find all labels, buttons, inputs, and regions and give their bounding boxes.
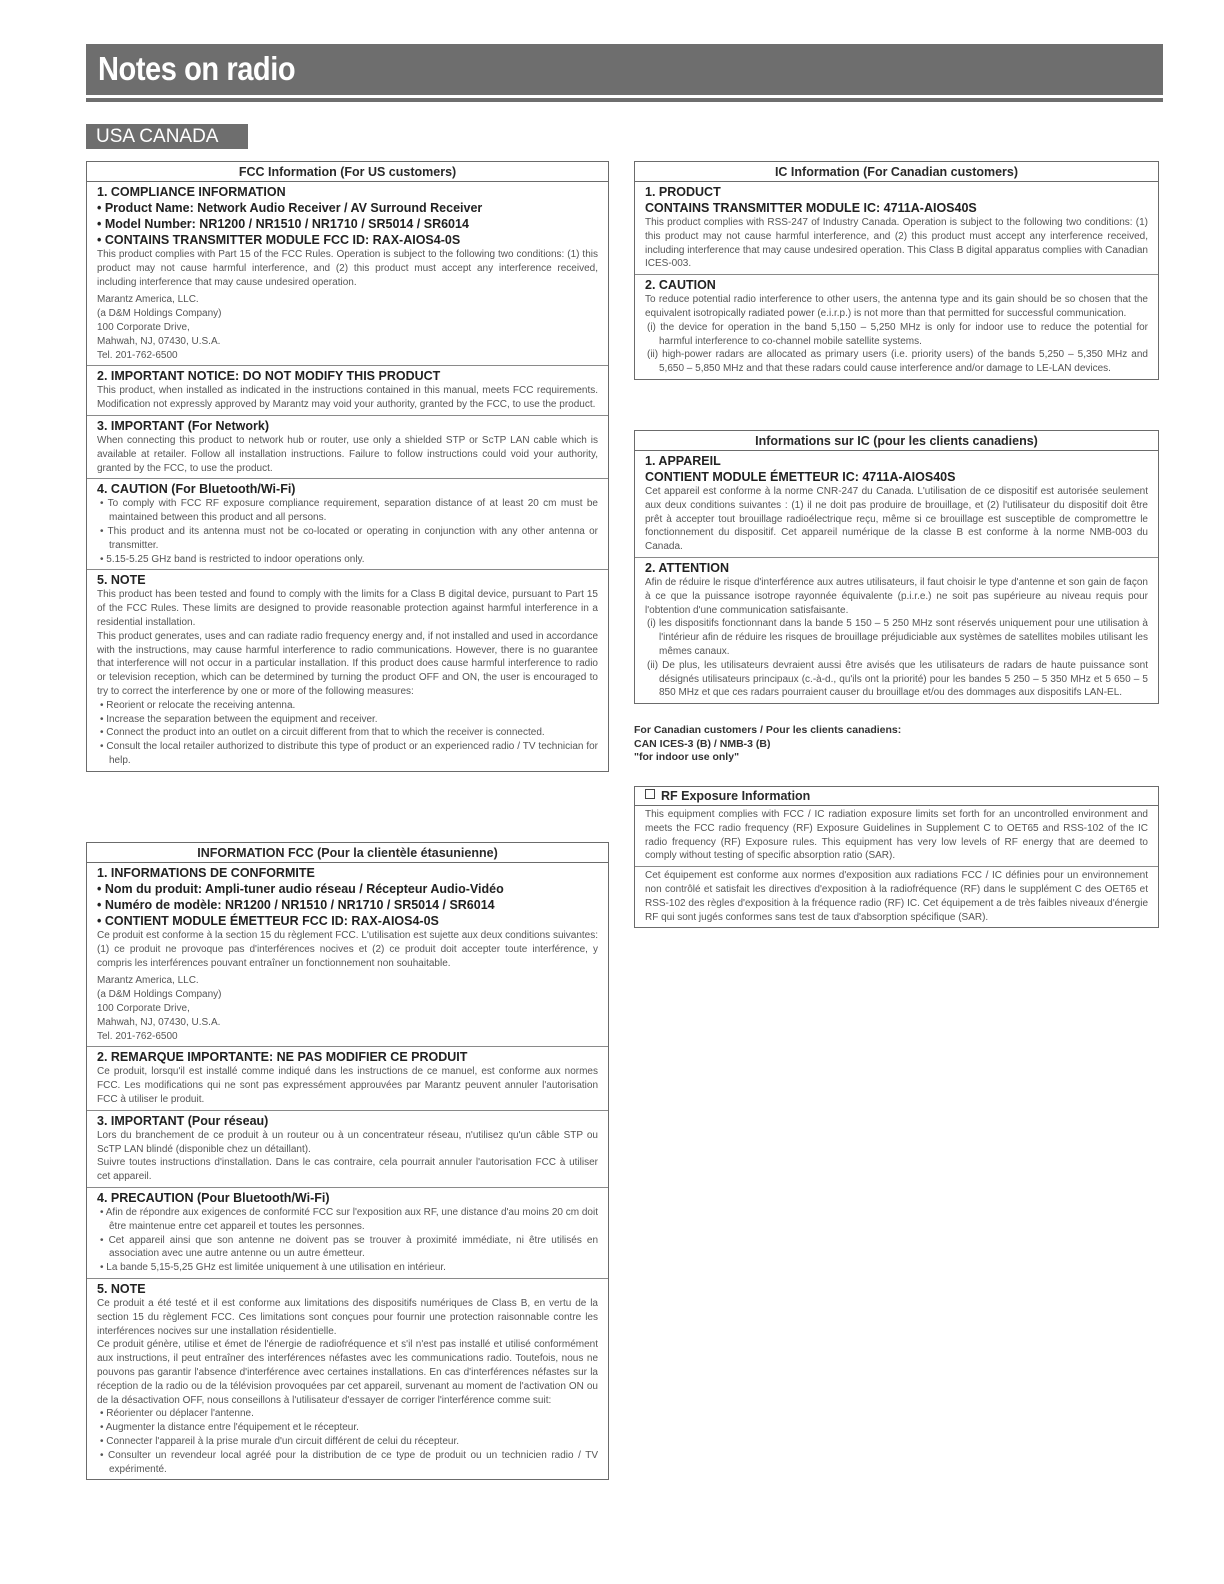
section-title: 2. REMARQUE IMPORTANTE: NE PAS MODIFIER CE PRODUIT — [97, 1050, 468, 1065]
rf-exposure-box — [634, 786, 1159, 928]
address-line: Mahwah, NJ, 07430, U.S.A. — [97, 1016, 221, 1028]
list-item: (ii) high-power radars are allocated as primary users (i.e. priority users) of the bands 5,250 – 5,350 MHz and 5,650 – 5,850 MHz and that these radars could cause interference and/or damage to LE-LAN devices. — [647, 349, 1148, 375]
rf-french-section — [635, 867, 1158, 927]
section-body: Ce produit est conforme à la section 15 du règlement FCC. L'utilisation est sujette aux deux conditions suivantes: (1) ce produit ne provoque pas d'interférences nocives et (2) ce produit doit accepter toute interférence, y compris les interférences pouvant entraîner un fonctionnement non souhaitable. — [97, 930, 598, 969]
fcc-id-line: • CONTIENT MODULE ÉMETTEUR FCC ID: RAX-AIOS4-0S — [97, 914, 439, 928]
address-line: 100 Corporate Drive, — [97, 321, 190, 333]
list-item: • Increase the separation between the equipment and receiver. — [97, 713, 598, 727]
address-line: Marantz America, LLC. — [97, 294, 199, 306]
product-name-line: • Product Name: Network Audio Receiver / AV Surround Receiver — [97, 201, 483, 215]
page-title: Notes on radio — [98, 50, 296, 87]
fcc-fr-note-section — [87, 1279, 608, 1479]
notice-line: For Canadian customers / Pour les clients canadiens: — [634, 724, 902, 736]
ic-info-fr-box — [634, 430, 1159, 704]
ic-product-section — [635, 182, 1158, 275]
fcc-fr-compliance-section — [87, 863, 608, 1047]
fcc-info-fr-box — [86, 842, 609, 1480]
section-title: 1. INFORMATIONS DE CONFORMITE — [97, 866, 315, 880]
list-item: • Afin de répondre aux exigences de conformité FCC sur l'exposition aux RF, une distance d'au moins 20 cm doit être maintenue entre cet appareil et toutes les personnes. — [97, 1206, 598, 1234]
address-line: Tel. 201-762-6500 — [97, 1030, 178, 1042]
ic-fr-caution-section — [635, 558, 1158, 703]
section-body: This product generates, uses and can radiate radio frequency energy and, if not installed and used in accordance with the instructions, may cause harmful interference to radio communications. However, there is no guarantee that interference will not occur in a particular installation. If this product does cause harmful interference to radio or television reception, which can be determined by turning the product OFF and ON, the user is encouraged to try to correct the interference by one or more of the following measures: — [97, 630, 598, 697]
section-title: 1. COMPLIANCE INFORMATION — [97, 185, 286, 199]
section-body: Ce produit, lorsqu'il est installé comme indiqué dans les instructions de ce manuel, est conforme aux normes FCC. Les modifications qui ne sont pas expressément approuvées par Marantz peuvent annuler l'autorisation FCC à utiliser le produit. — [97, 1066, 598, 1105]
section-body: Ce produit génère, utilise et émet de l'énergie de radiofréquence et s'il n'est pas installé et utilisé conformément aux instructions, il peut entraîner des interférences néfastes avec les communications radio. Toutefois, nous ne pouvons pas garantir l'absence d'interférence avec certaines installations. En cas d'interférences néfastes sur la réception de la radio ou de la télévision provoquées par cet appareil, survenant au moment de l'activation ON ou de la désactivation OFF, nous conseillons à l'utilisateur d'essayer de corriger l'interférence comme suit: — [97, 1339, 598, 1406]
ic-module-line: CONTAINS TRANSMITTER MODULE IC: 4711A-AIOS40S — [645, 201, 977, 215]
section-title: 3. IMPORTANT (For Network) — [97, 418, 269, 433]
fcc-info-caption: FCC Information (For US customers) — [87, 162, 608, 182]
section-title: 4. CAUTION (For Bluetooth/Wi-Fi) — [97, 482, 296, 497]
section-title: 1. APPAREIL — [645, 454, 721, 468]
bullet-list — [97, 699, 598, 768]
ic-caution-section — [635, 275, 1158, 379]
numbered-list — [645, 617, 1148, 700]
address-line: (a D&M Holdings Company) — [97, 308, 222, 320]
list-item: (i) the device for operation in the band 5,150 – 5,250 MHz is only for indoor use to reduce the potential for harmful interference to co-channel mobile satellite systems. — [647, 321, 1148, 347]
section-title: 5. NOTE — [97, 573, 146, 588]
list-item: • Consulter un revendeur local agréé pour la distribution de ce type de produit ou un technicien radio / TV expérimenté. — [97, 1449, 598, 1477]
list-item: • Augmenter la distance entre l'équipement et le récepteur. — [97, 1421, 598, 1435]
ic-info-box — [634, 161, 1159, 380]
notice-line: "for indoor use only" — [634, 751, 740, 763]
list-item: • Connect the product into an outlet on a circuit different from that to which the receiver is connected. — [97, 726, 598, 740]
page-header — [86, 44, 1163, 95]
section-body: To reduce potential radio interference to other users, the antenna type and its gain should be so chosen that the equivalent isotropically radiated power (e.i.r.p.) is not more than that permitted for successful communication. — [645, 294, 1148, 319]
section-title: 4. PRECAUTION (Pour Bluetooth/Wi-Fi) — [97, 1190, 330, 1205]
section-body: Suivre toutes instructions d'installation. Dans le cas contraire, cela pourrait annuler l'autorisation FCC à utiliser cet appareil. — [97, 1157, 598, 1183]
section-body: Cet appareil est conforme à la norme CNR-247 du Canada. L'utilisation de ce dispositif est autorisée seulement aux deux conditions suivantes : (1) il ne doit pas produire de brouillage, et (2) l'utilisateur du dispositif doit être prêt à accepter tout brouillage radioélectrique reçu, même si ce brouillage est susceptible de compromettre le fonctionnement du dispositif. Cet appareil numérique de la classe B est conforme à la norme NMB-003 du Canada. — [645, 486, 1148, 553]
fcc-caution-section — [87, 479, 608, 570]
region-label: USA CANADA — [86, 124, 248, 149]
list-item: • Connecter l'appareil à la prise murale d'un circuit différent de celui du récepteur. — [97, 1435, 598, 1449]
section-title: 3. IMPORTANT (Pour réseau) — [97, 1113, 269, 1128]
section-title: 1. PRODUCT — [645, 185, 721, 199]
section-title: 2. CAUTION — [645, 278, 716, 293]
company-address — [97, 293, 598, 362]
section-body: Ce produit a été testé et il est conforme aux limitations des dispositifs numériques de Class B, en vertu de la section 15 du règlement FCC. Ces limitations sont conçues pour fournir une protection raisonnable contre les interférences nocives sur une installation résidentielle. — [97, 1297, 598, 1337]
list-item: • Réorienter ou déplacer l'antenne. — [97, 1407, 598, 1421]
model-number-line: • Model Number: NR1200 / NR1510 / NR1710 / SR5014 / SR6014 — [97, 217, 469, 231]
numbered-list — [645, 321, 1148, 376]
fcc-fr-notice-section — [87, 1047, 608, 1110]
fcc-info-box — [86, 161, 609, 772]
ic-module-line: CONTIENT MODULE ÉMETTEUR IC: 4711A-AIOS40S — [645, 470, 956, 484]
section-body: Lors du branchement de ce produit à un routeur ou à un concentrateur réseau, n'utilisez qu'un câble STP ou ScTP LAN blindé (disponible chez un détaillant). — [97, 1129, 598, 1155]
fcc-info-fr-caption: INFORMATION FCC (Pour la clientèle étasunienne) — [87, 843, 608, 863]
list-item: (ii) De plus, les utilisateurs devraient aussi être avisés que les utilisateurs de radars de haute puissance sont désignés utilisateurs principaux (c.-à-d., qu'ils ont la priorité) pour les bandes 5 250 – 5 350 MHz et 5 650 – 5 850 MHz et que ces radars pourraient causer du brouillage et/ou des dommages aux dispositifs LAN-EL. — [647, 659, 1148, 699]
fcc-id-line: • CONTAINS TRANSMITTER MODULE FCC ID: RAX-AIOS4-0S — [97, 233, 461, 247]
rf-english-section — [635, 806, 1158, 867]
fcc-compliance-section — [87, 182, 608, 366]
list-item: • To comply with FCC RF exposure compliance requirement, separation distance of at least 20 cm must be maintained between this product and all persons. — [97, 497, 598, 525]
address-line: 100 Corporate Drive, — [97, 1002, 190, 1014]
canadian-notice — [634, 724, 1014, 765]
list-item: • Consult the local retailer authorized to distribute this type of product or an experienced radio / TV technician for help. — [97, 740, 598, 768]
section-title: 2. IMPORTANT NOTICE: DO NOT MODIFY THIS PRODUCT — [97, 369, 441, 384]
section-body: When connecting this product to network hub or router, use only a shielded STP or ScTP LAN cable which is available at retailer. Follow all installation instructions. Failure to follow instructions could void your authority, granted by the FCC, to use the product. — [97, 434, 598, 474]
ic-fr-product-section — [635, 451, 1158, 558]
fcc-fr-network-section — [87, 1111, 608, 1188]
section-title: 5. NOTE — [97, 1281, 146, 1296]
fcc-notice-section — [87, 366, 608, 416]
fcc-note-section — [87, 570, 608, 770]
bullet-list — [97, 1206, 598, 1275]
model-number-line: • Numéro de modèle: NR1200 / NR1510 / NR1710 / SR5014 / SR6014 — [97, 898, 495, 912]
bullet-list — [97, 1407, 598, 1476]
ic-info-fr-caption: Informations sur IC (pour les clients canadiens) — [635, 431, 1158, 451]
list-item: • Cet appareil ainsi que son antenne ne doivent pas se trouver à proximité immédiate, ni être utilisés en association avec une autre antenne ou un autre émetteur. — [97, 1234, 598, 1262]
list-item: • 5.15-5.25 GHz band is restricted to indoor operations only. — [97, 553, 598, 567]
product-name-line: • Nom du produit: Ampli-tuner audio réseau / Récepteur Audio-Vidéo — [97, 882, 504, 896]
address-line: (a D&M Holdings Company) — [97, 989, 222, 1001]
section-body: This equipment complies with FCC / IC radiation exposure limits set forth for an uncontrolled environment and meets the FCC radio frequency (RF) Exposure Guidelines in Supplement C to OET65 and RSS-102 of the IC radio frequency (RF) Exposure rules. This equipment has very low levels of RF energy that are deemed to comply without testing of specific absorption ratio (SAR). — [645, 809, 1148, 862]
section-body: This product complies with RSS-247 of Industry Canada. Operation is subject to the following two conditions: (1) this product may not cause harmful interference, and (2) this product must accept any interference received, including interference that may cause undesired operation. This Class B digital apparatus complies with Canadian ICES-003. — [645, 217, 1148, 270]
fcc-network-section — [87, 416, 608, 479]
ic-info-caption: IC Information (For Canadian customers) — [635, 162, 1158, 182]
rf-caption-text: RF Exposure Information — [661, 789, 811, 803]
address-line: Mahwah, NJ, 07430, U.S.A. — [97, 335, 221, 347]
company-address — [97, 974, 598, 1043]
fcc-fr-caution-section — [87, 1188, 608, 1279]
section-body: Cet équipement est conforme aux normes d'exposition aux radiations FCC / IC définies pour un environnement non contrôlé et satisfait les directives d'exposition à la radiofréquence (RF) dans le supplément C des OET65 et RSS-102 des règles d'exposition à la fréquence radio (RF) IC. Cet équipement a de très faibles niveaux d'énergie RF qui sont jugés conformes sans test de taux d'absorption spécifique (SAR). — [645, 870, 1148, 923]
list-item: • Reorient or relocate the receiving antenna. — [97, 699, 598, 713]
rf-exposure-caption — [635, 787, 1158, 806]
checkbox-icon — [645, 789, 655, 799]
section-body: This product, when installed as indicated in the instructions contained in this manual, meets FCC requirements. Modification not expressly approved by Marantz may void your authority, granted by the FCC, to use the product. — [97, 385, 598, 411]
bullet-list — [97, 497, 598, 566]
list-item: (i) les dispositifs fonctionnant dans la bande 5 150 – 5 250 MHz sont réservés uniquement pour une utilisation à l'intérieur afin de réduire les risques de brouillage préjudiciable aux systèmes de satellites mobiles utilisant les mêmes canaux. — [647, 618, 1148, 657]
list-item: • This product and its antenna must not be co-located or operating in conjunction with any other antenna or transmitter. — [97, 525, 598, 553]
section-title: 2. ATTENTION — [645, 560, 730, 575]
section-body: This product complies with Part 15 of the FCC Rules. Operation is subject to the following two conditions: (1) this product may not cause harmful interference, and (2) this product must accept any interference received, including interference that may cause undesired operation. — [97, 249, 598, 288]
list-item: • La bande 5,15-5,25 GHz est limitée uniquement à une utilisation en intérieur. — [97, 1261, 598, 1275]
section-body: Afin de réduire le risque d'interférence aux autres utilisateurs, il faut choisir le type d'antenne et son gain de façon à ce que la puissance isotrope rayonnée équivalente (p.i.r.e.) ne soit pas supérieure au niveau requis pour l'obtention d'une communication satisfaisante. — [645, 576, 1148, 616]
header-rule — [86, 98, 1163, 102]
address-line: Marantz America, LLC. — [97, 975, 199, 987]
section-body: This product has been tested and found to comply with the limits for a Class B digital device, pursuant to Part 15 of the FCC Rules. These limits are designed to provide reasonable protection against harmful interference in a residential installation. — [97, 589, 598, 628]
notice-line: CAN ICES-3 (B) / NMB-3 (B) — [634, 737, 771, 750]
address-line: Tel. 201-762-6500 — [97, 349, 178, 361]
